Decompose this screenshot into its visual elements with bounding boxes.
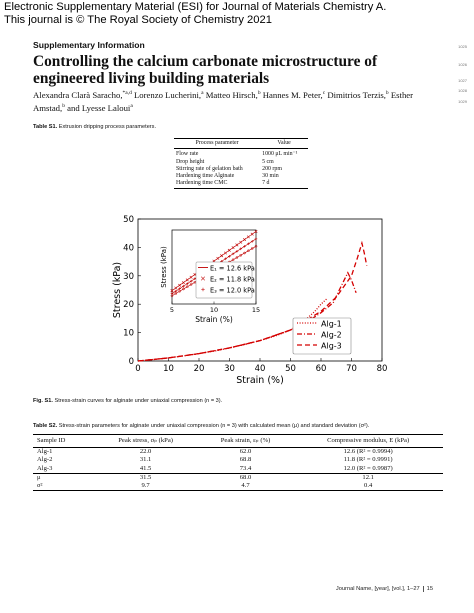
x-tick-label: 50 <box>285 364 296 374</box>
table-row-mean: μ 31.5 68.0 12.1 <box>33 473 443 482</box>
table-row: Drop height 5 cm <box>176 158 274 165</box>
inset-x-tick-label: 15 <box>251 306 261 314</box>
y-tick-label: 50 <box>123 215 134 225</box>
inset-legend-label: E₁ = 12.6 kPa <box>210 264 255 273</box>
legend-label: Alg-1 <box>321 319 342 329</box>
table-s1-caption: Table S1. Extrusion dripping process parameters. <box>33 124 157 130</box>
line-number: 1028 <box>458 88 467 93</box>
table-header: Peak strain, εₚ (%) <box>220 437 271 444</box>
line-number: 1025 <box>458 44 467 49</box>
x-tick-label: 0 <box>135 364 141 374</box>
inset-y-axis-label: Stress (kPa) <box>160 246 168 288</box>
inset-plot <box>160 230 260 324</box>
table-row: Flow rate 1000 μL min⁻¹ <box>174 149 308 159</box>
banner-line-1: Electronic Supplementary Material (ESI) for Journal of Materials Chemistry A. <box>4 1 387 13</box>
y-tick-label: 30 <box>123 271 134 282</box>
x-tick-label: 40 <box>254 364 266 374</box>
x-tick-label: 70 <box>346 364 357 374</box>
line-number: 1027 <box>458 78 467 83</box>
x-tick-label: 20 <box>193 364 205 374</box>
y-tick-label: 40 <box>123 243 134 254</box>
author: Esther Amstad,$^b$ <box>33 89 414 114</box>
y-tick-label: 0 <box>128 357 134 367</box>
table-s2-caption: Table S2. Stress-strain parameters for alginate under uniaxial compression (n = 3) with calculated mean (μ) and standard deviation (σ²). <box>33 423 370 429</box>
table-row: Stirring rate of gelation bath 200 rpm <box>176 165 282 172</box>
legend-label: Alg-3 <box>321 341 342 351</box>
table-s2 <box>33 434 443 491</box>
author: Matteo Hirsch,$^b$ <box>203 89 261 100</box>
page-footer <box>336 586 433 592</box>
table-row-variance: σ² 9.7 4.7 0.4 <box>33 482 443 491</box>
table-header: Process parameter <box>195 140 239 146</box>
y-tick-label: 10 <box>123 328 134 339</box>
figure-caption: Fig. S1. Stress-strain curves for alginate under uniaxial compression (n = 3). <box>33 398 223 404</box>
table-row: Alg-1 22.0 62.0 12.6 (R² = 0.9994) <box>37 448 393 456</box>
line-number: 1029 <box>458 99 467 104</box>
inset-x-tick-label: 5 <box>169 306 175 314</box>
paper-title: Controlling the calcium carbonate microstructure of engineered living building materials <box>33 53 378 87</box>
inset-legend-label: E₃ = 12.0 kPa <box>210 286 255 295</box>
author: and Lyesse Laloui$^a$ <box>64 103 133 114</box>
legend-label: Alg-2 <box>321 330 342 340</box>
journal-citation: Journal Name, [year], [vol.], 1–27 <box>335 586 420 592</box>
section-label: Supplementary Information <box>33 40 145 50</box>
table-header: Value <box>277 140 291 146</box>
x-tick-label: 80 <box>376 364 388 374</box>
table-row: Alg-3 41.5 73.4 12.0 (R² = 0.9987) <box>37 464 393 472</box>
table-header: Peak stress, σₚ (kPa) <box>118 437 173 444</box>
table-row: Hardening time CMC 7 d <box>174 180 308 188</box>
table-row: Hardening time Alginate 30 min <box>176 173 279 180</box>
y-axis-label: Stress (kPa) <box>112 261 123 319</box>
line-number: 1026 <box>458 62 467 67</box>
banner-line-2: This journal is © The Royal Society of Chemistry 2021 <box>4 13 272 26</box>
inset-legend-label: E₂ = 11.8 kPa <box>210 275 255 284</box>
table-row: Alg-2 31.1 68.8 11.8 (R² = 0.9991) <box>37 456 393 464</box>
table-header: Compressive modulus, E (kPa) <box>327 437 410 444</box>
author: Dimitrios Terzis,$^b$ <box>325 89 389 100</box>
x-axis-label: Strain (%) <box>236 375 284 386</box>
table-header: Sample ID <box>37 437 66 444</box>
page-number: 15 <box>426 586 433 592</box>
author: Lorenzo Lucherini,$^a$ <box>131 89 204 100</box>
y-tick-label: 20 <box>123 300 134 311</box>
author: Alexandra Clarà Saracho,$^{*a,d}$ <box>33 89 132 100</box>
x-tick-label: 60 <box>315 364 327 374</box>
inset-x-axis-label: Strain (%) <box>195 315 233 324</box>
x-tick-label: 10 <box>163 364 174 374</box>
author: Hannes M. Peter,$^c$ <box>260 89 326 100</box>
inset-x-tick-label: 10 <box>209 306 219 314</box>
x-tick-label: 30 <box>224 364 235 374</box>
